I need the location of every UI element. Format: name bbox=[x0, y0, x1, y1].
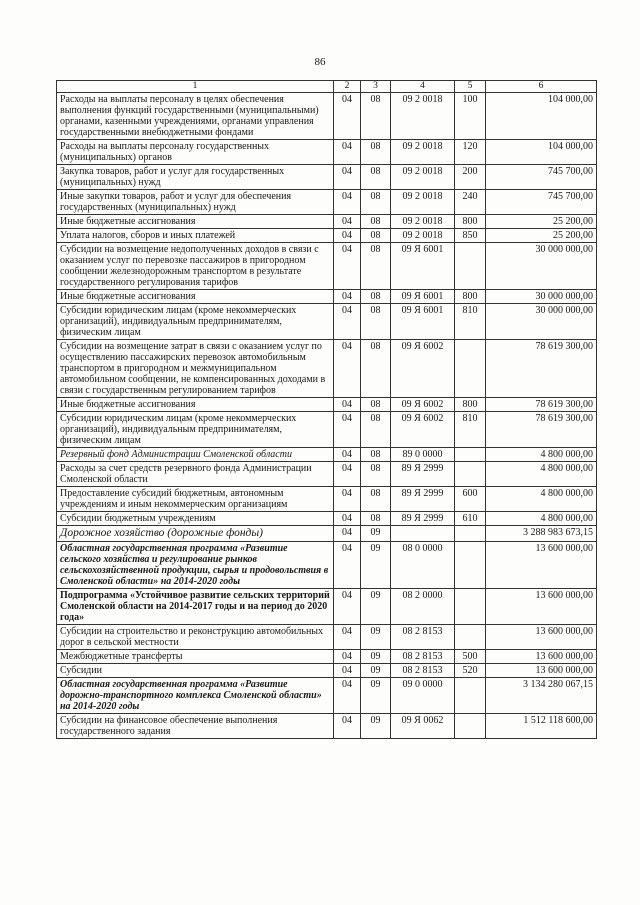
table-row bbox=[57, 526, 597, 542]
row-name: Субсидии на строительство и реконструкцию автомобильных дорог в сельской местности bbox=[57, 625, 334, 650]
table-row bbox=[57, 229, 597, 243]
table-row bbox=[57, 93, 597, 140]
row-section: 04 bbox=[334, 650, 361, 664]
row-amount: 30 000 000,00 bbox=[486, 290, 597, 304]
row-section: 04 bbox=[334, 664, 361, 678]
table-row bbox=[57, 625, 597, 650]
row-expense-type: 200 bbox=[455, 165, 486, 190]
row-expense-type: 240 bbox=[455, 190, 486, 215]
table-row bbox=[57, 412, 597, 448]
row-name: Расходы на выплаты персоналу в целях обеспечения выполнения функций государственными (муниципальными) органами, казенными учреждениями, органами управления государственными внебюджетными фондами bbox=[57, 93, 334, 140]
row-section: 04 bbox=[334, 678, 361, 714]
row-subsection: 09 bbox=[361, 664, 391, 678]
row-name: Уплата налогов, сборов и иных платежей bbox=[57, 229, 334, 243]
row-amount: 13 600 000,00 bbox=[486, 625, 597, 650]
row-subsection: 09 bbox=[361, 714, 391, 739]
row-target-code bbox=[391, 526, 455, 542]
column-header: 2 bbox=[334, 81, 361, 93]
row-target-code: 08 2 0000 bbox=[391, 589, 455, 625]
row-expense-type: 600 bbox=[455, 487, 486, 512]
row-name: Субсидии на финансовое обеспечение выполнения государственного задания bbox=[57, 714, 334, 739]
row-name: Субсидии юридическим лицам (кроме некоммерческих организаций), индивидуальным предпринимателям, физическим лицам bbox=[57, 304, 334, 340]
row-expense-type bbox=[455, 678, 486, 714]
row-name: Областная государственная программа «Развитие дорожно-транспортного комплекса Смоленской области» на 2014-2020 годы bbox=[57, 678, 334, 714]
row-subsection: 08 bbox=[361, 229, 391, 243]
row-amount: 4 800 000,00 bbox=[486, 512, 597, 526]
row-amount: 104 000,00 bbox=[486, 93, 597, 140]
row-name: Дорожное хозяйство (дорожные фонды) bbox=[57, 526, 334, 542]
row-amount: 25 200,00 bbox=[486, 229, 597, 243]
row-amount: 3 288 983 673,15 bbox=[486, 526, 597, 542]
row-subsection: 08 bbox=[361, 512, 391, 526]
row-expense-type: 800 bbox=[455, 215, 486, 229]
row-amount: 13 600 000,00 bbox=[486, 650, 597, 664]
row-subsection: 08 bbox=[361, 462, 391, 487]
row-target-code: 09 2 0018 bbox=[391, 190, 455, 215]
row-name: Закупка товаров, работ и услуг для государственных (муниципальных) нужд bbox=[57, 165, 334, 190]
row-section: 04 bbox=[334, 304, 361, 340]
row-expense-type: 610 bbox=[455, 512, 486, 526]
row-subsection: 09 bbox=[361, 542, 391, 589]
row-target-code: 89 Я 2999 bbox=[391, 487, 455, 512]
table-row bbox=[57, 398, 597, 412]
column-header: 3 bbox=[361, 81, 391, 93]
row-subsection: 08 bbox=[361, 448, 391, 462]
row-amount: 13 600 000,00 bbox=[486, 589, 597, 625]
row-name: Субсидии bbox=[57, 664, 334, 678]
row-target-code: 09 Я 6001 bbox=[391, 243, 455, 290]
row-target-code: 08 2 8153 bbox=[391, 625, 455, 650]
row-target-code: 89 Я 2999 bbox=[391, 512, 455, 526]
row-target-code: 08 2 8153 bbox=[391, 650, 455, 664]
row-name: Подпрограмма «Устойчивое развитие сельских территорий Смоленской области на 2014-2017 годы и на период до 2020 года» bbox=[57, 589, 334, 625]
row-expense-type bbox=[455, 625, 486, 650]
row-section: 04 bbox=[334, 290, 361, 304]
table-row bbox=[57, 340, 597, 398]
row-target-code: 09 2 0018 bbox=[391, 229, 455, 243]
row-amount: 745 700,00 bbox=[486, 165, 597, 190]
row-expense-type: 800 bbox=[455, 398, 486, 412]
row-amount: 1 512 118 600,00 bbox=[486, 714, 597, 739]
row-section: 04 bbox=[334, 487, 361, 512]
row-section: 04 bbox=[334, 625, 361, 650]
row-target-code: 09 Я 6002 bbox=[391, 398, 455, 412]
row-target-code: 09 Я 6001 bbox=[391, 304, 455, 340]
page-number: 86 bbox=[314, 56, 326, 68]
row-target-code: 09 2 0018 bbox=[391, 215, 455, 229]
row-expense-type bbox=[455, 714, 486, 739]
row-subsection: 08 bbox=[361, 340, 391, 398]
row-expense-type: 120 bbox=[455, 140, 486, 165]
row-amount: 4 800 000,00 bbox=[486, 462, 597, 487]
row-target-code: 89 Я 2999 bbox=[391, 462, 455, 487]
table-row bbox=[57, 243, 597, 290]
row-target-code: 09 2 0018 bbox=[391, 140, 455, 165]
row-name: Расходы за счет средств резервного фонда Администрации Смоленской области bbox=[57, 462, 334, 487]
column-header: 5 bbox=[455, 81, 486, 93]
row-subsection: 09 bbox=[361, 625, 391, 650]
table-row bbox=[57, 678, 597, 714]
row-expense-type bbox=[455, 526, 486, 542]
row-name: Субсидии юридическим лицам (кроме некоммерческих организаций), индивидуальным предпринимателям, физическим лицам bbox=[57, 412, 334, 448]
row-name: Расходы на выплаты персоналу государственных (муниципальных) органов bbox=[57, 140, 334, 165]
column-header: 6 bbox=[486, 81, 597, 93]
row-section: 04 bbox=[334, 512, 361, 526]
row-target-code: 08 0 0000 bbox=[391, 542, 455, 589]
row-section: 04 bbox=[334, 243, 361, 290]
row-section: 04 bbox=[334, 398, 361, 412]
table-row bbox=[57, 215, 597, 229]
row-amount: 13 600 000,00 bbox=[486, 664, 597, 678]
row-subsection: 08 bbox=[361, 398, 391, 412]
row-subsection: 08 bbox=[361, 487, 391, 512]
column-header: 4 bbox=[391, 81, 455, 93]
row-expense-type bbox=[455, 462, 486, 487]
row-section: 04 bbox=[334, 229, 361, 243]
row-section: 04 bbox=[334, 714, 361, 739]
row-section: 04 bbox=[334, 589, 361, 625]
row-section: 04 bbox=[334, 93, 361, 140]
row-amount: 4 800 000,00 bbox=[486, 448, 597, 462]
row-target-code: 09 2 0018 bbox=[391, 93, 455, 140]
row-expense-type: 850 bbox=[455, 229, 486, 243]
row-expense-type bbox=[455, 243, 486, 290]
row-subsection: 08 bbox=[361, 290, 391, 304]
row-subsection: 09 bbox=[361, 526, 391, 542]
row-expense-type: 100 bbox=[455, 93, 486, 140]
row-amount: 104 000,00 bbox=[486, 140, 597, 165]
table-row bbox=[57, 304, 597, 340]
row-amount: 30 000 000,00 bbox=[486, 304, 597, 340]
row-name: Предоставление субсидий бюджетным, автономным учреждениям и иным некоммерческим организациям bbox=[57, 487, 334, 512]
row-subsection: 08 bbox=[361, 412, 391, 448]
row-expense-type bbox=[455, 340, 486, 398]
row-name: Иные бюджетные ассигнования bbox=[57, 398, 334, 412]
row-subsection: 08 bbox=[361, 93, 391, 140]
row-expense-type: 800 bbox=[455, 290, 486, 304]
budget-table bbox=[56, 80, 597, 739]
row-subsection: 08 bbox=[361, 243, 391, 290]
table-row bbox=[57, 190, 597, 215]
row-expense-type bbox=[455, 542, 486, 589]
row-subsection: 08 bbox=[361, 304, 391, 340]
row-section: 04 bbox=[334, 526, 361, 542]
row-name: Резервный фонд Администрации Смоленской области bbox=[57, 448, 334, 462]
row-expense-type: 500 bbox=[455, 650, 486, 664]
row-name: Иные бюджетные ассигнования bbox=[57, 215, 334, 229]
table-row bbox=[57, 542, 597, 589]
row-expense-type: 810 bbox=[455, 304, 486, 340]
row-section: 04 bbox=[334, 215, 361, 229]
row-name: Иные бюджетные ассигнования bbox=[57, 290, 334, 304]
table-row bbox=[57, 650, 597, 664]
row-amount: 78 619 300,00 bbox=[486, 398, 597, 412]
table-row bbox=[57, 140, 597, 165]
row-amount: 4 800 000,00 bbox=[486, 487, 597, 512]
row-expense-type: 520 bbox=[455, 664, 486, 678]
row-target-code: 09 Я 6002 bbox=[391, 412, 455, 448]
row-subsection: 09 bbox=[361, 589, 391, 625]
table-row bbox=[57, 512, 597, 526]
table-row bbox=[57, 165, 597, 190]
row-subsection: 08 bbox=[361, 140, 391, 165]
row-section: 04 bbox=[334, 542, 361, 589]
row-subsection: 09 bbox=[361, 678, 391, 714]
row-section: 04 bbox=[334, 340, 361, 398]
row-name: Субсидии на возмещение затрат в связи с оказанием услуг по осуществлению пассажирских перевозок автомобильным транспортом в пригородном и межмуниципальном автомобильном сообщении, не компенсированных доходами в связи с государственным регулированием тарифов bbox=[57, 340, 334, 398]
row-name: Субсидии на возмещение недополученных доходов в связи с оказанием услуг по перевозке пассажиров в пригородном сообщении железнодорожным транспортом в результате государственного регулирования тарифов bbox=[57, 243, 334, 290]
table-row bbox=[57, 462, 597, 487]
column-header: 1 bbox=[57, 81, 334, 93]
row-target-code: 09 2 0018 bbox=[391, 165, 455, 190]
row-section: 04 bbox=[334, 462, 361, 487]
row-name: Иные закупки товаров, работ и услуг для обеспечения государственных (муниципальных) нужд bbox=[57, 190, 334, 215]
table-row bbox=[57, 714, 597, 739]
row-section: 04 bbox=[334, 412, 361, 448]
row-name: Областная государственная программа «Развитие сельского хозяйства и регулирование рынков сельскохозяйственной продукции, сырья и продовольствия в Смоленской области» на 2014-2020 годы bbox=[57, 542, 334, 589]
row-amount: 78 619 300,00 bbox=[486, 412, 597, 448]
row-section: 04 bbox=[334, 165, 361, 190]
row-target-code: 89 0 0000 bbox=[391, 448, 455, 462]
row-section: 04 bbox=[334, 448, 361, 462]
row-name: Субсидии бюджетным учреждениям bbox=[57, 512, 334, 526]
row-expense-type: 810 bbox=[455, 412, 486, 448]
row-target-code: 09 Я 0062 bbox=[391, 714, 455, 739]
table-body bbox=[57, 93, 597, 739]
row-subsection: 09 bbox=[361, 650, 391, 664]
row-amount: 78 619 300,00 bbox=[486, 340, 597, 398]
row-section: 04 bbox=[334, 140, 361, 165]
table-row bbox=[57, 487, 597, 512]
table-row bbox=[57, 448, 597, 462]
table-row bbox=[57, 290, 597, 304]
table-row bbox=[57, 589, 597, 625]
row-amount: 30 000 000,00 bbox=[486, 243, 597, 290]
row-section: 04 bbox=[334, 190, 361, 215]
row-amount: 745 700,00 bbox=[486, 190, 597, 215]
row-target-code: 09 Я 6001 bbox=[391, 290, 455, 304]
row-subsection: 08 bbox=[361, 190, 391, 215]
table-row bbox=[57, 664, 597, 678]
row-amount: 25 200,00 bbox=[486, 215, 597, 229]
row-amount: 13 600 000,00 bbox=[486, 542, 597, 589]
row-name: Межбюджетные трансферты bbox=[57, 650, 334, 664]
row-target-code: 08 2 8153 bbox=[391, 664, 455, 678]
row-target-code: 09 Я 6002 bbox=[391, 340, 455, 398]
row-subsection: 08 bbox=[361, 215, 391, 229]
row-expense-type bbox=[455, 589, 486, 625]
row-target-code: 09 0 0000 bbox=[391, 678, 455, 714]
row-amount: 3 134 280 067,15 bbox=[486, 678, 597, 714]
header-row bbox=[57, 81, 597, 93]
row-subsection: 08 bbox=[361, 165, 391, 190]
row-expense-type bbox=[455, 448, 486, 462]
